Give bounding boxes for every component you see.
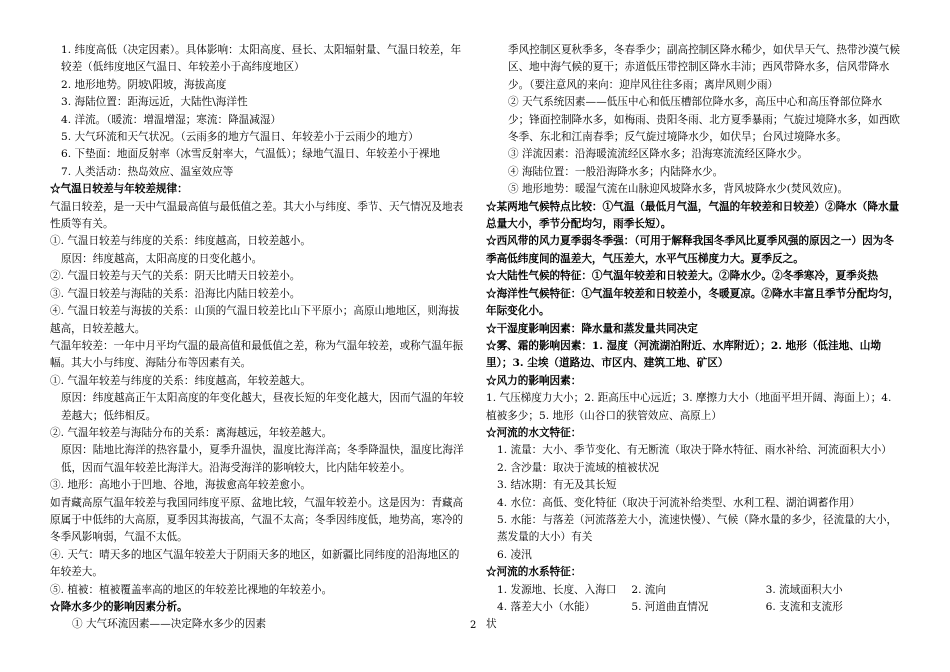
- paragraph: 2. 含沙量：取决于流域的植被状况: [497, 461, 659, 474]
- paragraph: ③ 洋流因素：沿海暖流流经区降水多；沿海寒流流经区降水少。: [508, 148, 808, 161]
- system-item: 3. 流域面积大小: [765, 583, 843, 596]
- paragraph: ④ 海陆位置：一般沿海降水多；内陆降水少。: [508, 165, 724, 178]
- paragraph: 2. 地形地势。阴坡\阳坡，海拔高度: [61, 78, 227, 91]
- section-heading: ☆某两地气候特点比较：①气温（最低月气温，气温的年较差和日较差）②降水（降水量总量大小，季节分配均匀，雨季长短）。: [486, 200, 900, 231]
- paragraph: 季风控制区夏秋季多，冬春季少；副高控制区降水稀少，如伏旱天气、热带沙漠气候区、地中海气候的夏干；赤道低压带控制区降水丰沛；西风带降水多，信风带降水少。（要注意风的来向：迎岸风往往多雨；离岸风则少雨）: [508, 44, 900, 91]
- paragraph: ③. 地形：高地小于凹地、谷地，海拔愈高年较差愈小。: [50, 479, 311, 492]
- river-system-row-2: [486, 599, 900, 616]
- section-heading: ☆西风带的风力夏季弱冬季强：（可用于解释我国冬季风比夏季风强的原因之一）因为冬季高低纬度间的温差大，气压差大，水平气压梯度力大。夏季反之。: [486, 235, 894, 265]
- paragraph: 原因：纬度越高正午太阳高度的年变化越大，昼夜长短的年变化越大，因而气温的年较差越大；低纬相反。: [61, 392, 464, 422]
- paragraph: 4. 水位：高低、变化特征（取决于河流补给类型、水利工程、湖泊调蓄作用）: [497, 496, 861, 509]
- section-heading: ☆降水多少的影响因素分析。: [50, 601, 188, 613]
- right-column: [486, 42, 900, 634]
- paragraph: ①. 气温年较差与纬度的关系：纬度越高，年较差越大。: [50, 374, 311, 387]
- page-number: 2: [470, 620, 477, 631]
- paragraph: 气温年较差：一年中月平均气温的最高值和最低值之差，称为气温年较差，或称气温年振幅。其大小与纬度、海陆分布等因素有关。: [50, 339, 464, 370]
- system-item: 6. 支流和支流形: [765, 601, 843, 613]
- paragraph: ④. 天气：晴天多的地区气温年较差大于阴雨天多的地区，如新疆比同纬度的沿海地区的年较差大。: [50, 548, 460, 579]
- paragraph: ③. 气温日较差与海陆的关系：沿海比内陆日较差小。: [50, 287, 301, 300]
- paragraph: 气温日较差，是一天中气温最高值与最低值之差。其大小与纬度、季节、天气情况及地表性质等有关。: [50, 200, 464, 231]
- system-item: 4. 落差大小（水能）: [497, 601, 596, 613]
- paragraph: ② 天气系统因素——低压中心和低压槽部位降水多，高压中心和高压脊部位降水少；锋面控制降水多，如梅雨、贵阳冬雨、北方夏季暴雨；气旋过境降水多，如西欧冬季、东北和江南春季；反气旋过境降水少，如伏旱；台风过境降水多。: [508, 96, 900, 144]
- section-heading: ☆雾、霜的影响因素：1. 湿度（河流湖泊附近、水库附近）；2. 地形（低洼地、山坳里）；3. 尘埃（道路边、市区内、建筑工地、矿区）: [486, 339, 881, 370]
- river-system-row-1: [486, 582, 900, 599]
- paragraph: 3. 结冰期：有无及其长短: [497, 479, 617, 492]
- paragraph: 5. 大气环流和天气状况。（云雨多的地方气温日、年较差小于云雨少的地方）: [61, 131, 419, 144]
- paragraph: 3. 海陆位置：距海远近，大陆性\海洋性: [61, 96, 248, 109]
- section-heading: ☆干湿度影响因素：降水量和蒸发量共同决定: [486, 322, 698, 335]
- continuation-text: 状: [486, 618, 497, 631]
- section-heading: ☆气温日较差与年较差规律：: [50, 183, 188, 196]
- paragraph: 原因：纬度越高，太阳高度的日变化越小。: [61, 252, 263, 265]
- paragraph: ⑤ 地形地势：暖湿气流在山脉迎风坡降水多，背风坡降水少(焚风效应)。: [508, 183, 849, 196]
- paragraph: ①. 气温日较差与纬度的关系：纬度越高，日较差越小。: [50, 235, 311, 248]
- section-heading: ☆海洋性气候特征：①气温年较差和日较差小，冬暖夏凉。②降水丰富且季节分配均匀，年际变化小。: [486, 287, 900, 318]
- paragraph: 6. 凌汛: [497, 548, 532, 561]
- paragraph: 5. 水能：与落差（河流落差大小，流速快慢）、气候（降水量的多少，径流量的大小，蒸发量的大小）有关: [497, 513, 898, 544]
- paragraph: ②. 气温年较差与海陆分布的关系：离海越远，年较差越大。: [50, 426, 333, 439]
- paragraph: 1. 气压梯度力大小；2. 距高压中心远近；3. 摩擦力大小（地面平坦开阔、海面上）；4. 植被多少；5. 地形（山谷口的狭管效应、高原上）: [486, 392, 892, 422]
- paragraph: 4. 洋流。（暖流：增温增湿；寒流：降温减湿）: [61, 113, 282, 126]
- section-heading: ☆大陆性气候的特征：①气温年较差和日较差大。②降水少。②冬季寒冷，夏季炎热: [486, 270, 878, 283]
- system-item: 2. 流向: [631, 583, 666, 596]
- paragraph: 7. 人类活动：热岛效应、温室效应等: [61, 165, 234, 178]
- system-item: 1. 发源地、长度、入海口: [497, 583, 617, 596]
- system-item: 5. 河道曲直情况: [631, 601, 709, 613]
- paragraph: 如青藏高原气温年较差与我国同纬度平原、盆地比较，气温年较差小。这是因为：青藏高原属于中低纬的大高原，夏季因其海拔高，气温不太高；冬季因纬度低，地势高，寒冷的冬季风影响弱，气温不太低。: [50, 496, 464, 544]
- paragraph: 原因：陆地比海洋的热容量小，夏季升温快，温度比海洋高；冬季降温快，温度比海洋低，因而气温年较差比海洋大。沿海受海洋的影响较大，比内陆年较差小。: [61, 444, 464, 474]
- paragraph: ⑤. 植被：植被覆盖率高的地区的年较差比裸地的年较差小。: [50, 583, 333, 596]
- section-heading: ☆河流的水文特征：: [486, 426, 582, 439]
- right-paragraphs: [486, 42, 900, 582]
- paragraph: ④. 气温日较差与海拔的关系：山顶的气温日较差比山下平原小；高原山地地区，则海拔越高，日较差越大。: [50, 305, 460, 335]
- paragraph: 6. 下垫面：地面反射率（冰雪反射率大，气温低）；绿地气温日、年较差小于裸地: [61, 148, 440, 161]
- section-heading: ☆河流的水系特征：: [486, 566, 582, 579]
- paragraph: 1. 流量：大小、季节变化、有无断流（取决于降水特征、雨水补给、河流面积大小）: [497, 444, 892, 457]
- paragraph: ① 大气环流因素——决定降水多少的因素: [72, 618, 267, 631]
- section-heading: ☆风力的影响因素：: [486, 374, 582, 387]
- paragraph: 1. 纬度高低（决定因素）。具体影响：太阳高度、昼长、太阳辐射量、气温日较差，年较差（低纬度地区气温日、年较差小于高纬度地区）: [61, 44, 462, 74]
- paragraph: ②. 气温日较差与天气的关系：阴天比晴天日较差小。: [50, 270, 301, 283]
- left-column: [50, 42, 464, 634]
